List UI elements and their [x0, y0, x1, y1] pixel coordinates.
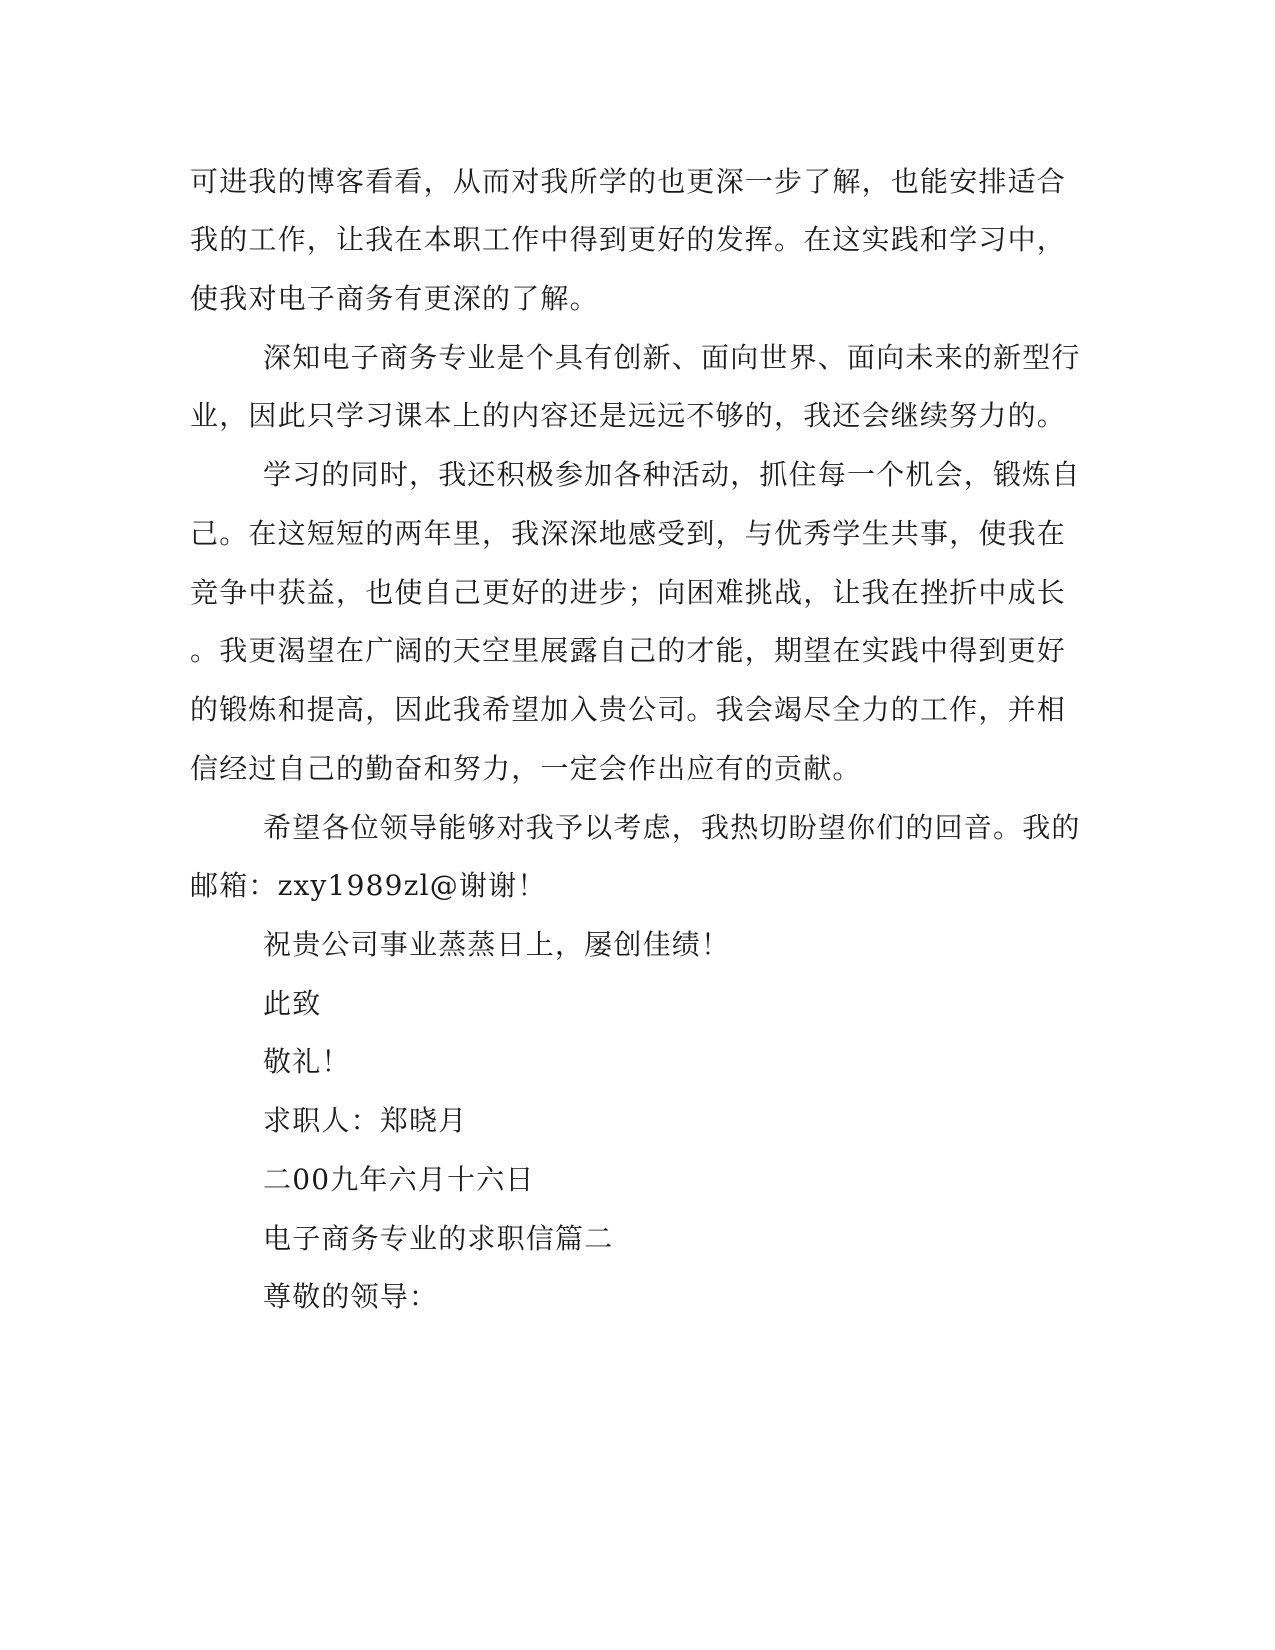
section-heading: 电子商务专业的求职信篇二 [263, 1222, 614, 1255]
email-line: 邮箱：zxy1989zl@谢谢！ [190, 869, 547, 902]
paragraph-line-2: 我的工作，让我在本职工作中得到更好的发挥。在这实践和学习中， [190, 223, 1067, 256]
paragraph-line-5: 业，因此只学习课本上的内容还是远远不够的，我还会继续努力的。 [190, 399, 1067, 432]
paragraph-line-12: 希望各位领导能够对我予以考虑，我热切盼望你们的回音。我的 [263, 811, 1081, 844]
paragraph-line-4: 深知电子商务专业是个具有创新、面向世界、面向未来的新型行 [263, 341, 1081, 374]
salutation-cizhi: 此致 [263, 987, 322, 1020]
paragraph-line-6: 学习的同时，我还积极参加各种活动，抓住每一个机会，锻炼自 [263, 458, 1081, 491]
closing-wish: 祝贵公司事业蒸蒸日上，屡创佳绩！ [263, 928, 731, 961]
paragraph-line-7: 己。在这短短的两年里，我深深地感受到，与优秀学生共事，使我在 [190, 517, 1067, 550]
paragraph-line-9: 。我更渴望在广阔的天空里展露自己的才能，期望在实践中得到更好 [190, 634, 1067, 667]
greeting-line: 尊敬的领导： [263, 1280, 439, 1313]
salutation-jingli: 敬礼！ [263, 1045, 351, 1078]
applicant-signature: 求职人：郑晓月 [263, 1104, 468, 1137]
paragraph-line-8: 竞争中获益，也使自己更好的进步；向困难挑战，让我在挫折中成长 [190, 576, 1067, 609]
paragraph-line-1: 可进我的博客看看，从而对我所学的也更深一步了解，也能安排适合 [190, 165, 1067, 198]
paragraph-line-3: 使我对电子商务有更深的了解。 [190, 282, 599, 315]
letter-date: 二00九年六月十六日 [263, 1163, 535, 1196]
paragraph-line-11: 信经过自己的勤奋和努力，一定会作出应有的贡献。 [190, 752, 862, 785]
paragraph-line-10: 的锻炼和提高，因此我希望加入贵公司。我会竭尽全力的工作，并相 [190, 693, 1067, 726]
